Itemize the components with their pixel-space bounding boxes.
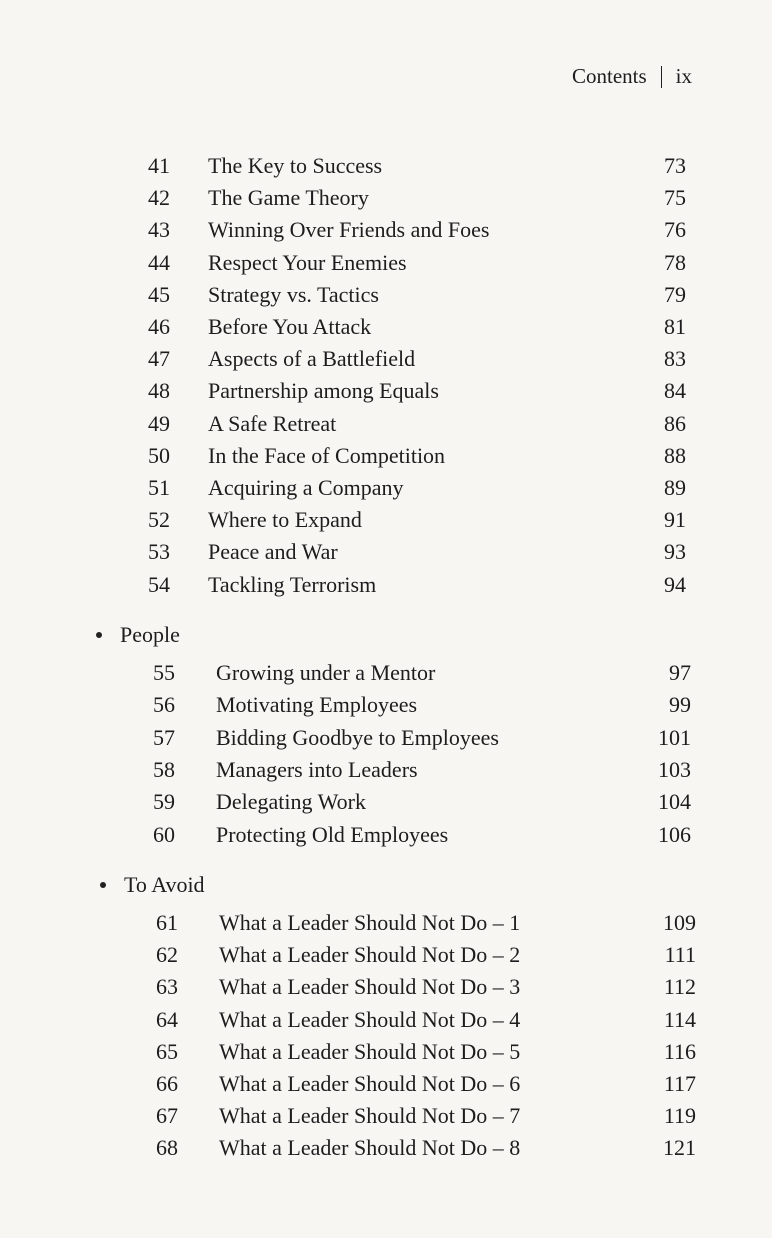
chapter-number: 49 <box>148 411 170 436</box>
chapter-title: What a Leader Should Not Do – 3 <box>219 974 521 999</box>
toc-entry[interactable] <box>0 311 772 343</box>
chapter-number: 57 <box>153 725 175 750</box>
chapter-page-number: 93 <box>664 539 686 564</box>
chapter-page-number: 104 <box>658 789 691 814</box>
chapter-title: Delegating Work <box>216 789 366 814</box>
toc-entry[interactable] <box>0 1100 772 1132</box>
chapter-page-number: 91 <box>664 507 686 532</box>
chapter-title: What a Leader Should Not Do – 1 <box>219 910 521 935</box>
chapter-title: Bidding Goodbye to Employees <box>216 725 499 750</box>
toc-entry[interactable] <box>0 689 772 721</box>
chapter-page-number: 109 <box>663 910 696 935</box>
chapter-title: Where to Expand <box>208 507 362 532</box>
chapter-number: 50 <box>148 443 170 468</box>
toc-entry[interactable] <box>0 1004 772 1036</box>
chapter-number: 58 <box>153 757 175 782</box>
chapter-title: Managers into Leaders <box>216 757 418 782</box>
chapter-page-number: 94 <box>664 572 686 597</box>
chapter-number: 68 <box>156 1135 178 1160</box>
toc-entry[interactable] <box>0 1068 772 1100</box>
chapter-number: 64 <box>156 1007 178 1032</box>
chapter-number: 66 <box>156 1071 178 1096</box>
toc-entry[interactable] <box>0 907 772 939</box>
chapter-number: 63 <box>156 974 178 999</box>
header-section: Contents <box>571 64 647 88</box>
toc-entry[interactable] <box>0 569 772 601</box>
chapter-number: 48 <box>148 378 170 403</box>
chapter-title: What a Leader Should Not Do – 4 <box>219 1007 521 1032</box>
toc-section-heading <box>96 619 180 651</box>
toc-section-heading <box>100 869 205 901</box>
toc-entry[interactable] <box>0 971 772 1003</box>
chapter-number: 44 <box>148 250 170 275</box>
chapter-title: What a Leader Should Not Do – 8 <box>219 1135 521 1160</box>
header-divider <box>661 66 662 88</box>
chapter-title: What a Leader Should Not Do – 5 <box>219 1039 521 1064</box>
toc-entry[interactable] <box>0 754 772 786</box>
chapter-page-number: 84 <box>664 378 686 403</box>
chapter-title: Respect Your Enemies <box>208 250 407 275</box>
chapter-title: Growing under a Mentor <box>216 660 436 685</box>
toc-entry[interactable] <box>0 182 772 214</box>
chapter-number: 60 <box>153 822 175 847</box>
chapter-title: Protecting Old Employees <box>216 822 449 847</box>
chapter-title: A Safe Retreat <box>208 411 337 436</box>
chapter-title: Partnership among Equals <box>208 378 439 403</box>
chapter-number: 56 <box>153 692 175 717</box>
toc-entry[interactable] <box>0 657 772 689</box>
chapter-number: 53 <box>148 539 170 564</box>
chapter-title: Strategy vs. Tactics <box>208 282 379 307</box>
chapter-page-number: 114 <box>663 1007 696 1032</box>
chapter-number: 54 <box>148 572 170 597</box>
toc-entry[interactable] <box>0 214 772 246</box>
chapter-number: 42 <box>148 185 170 210</box>
toc-entry[interactable] <box>0 722 772 754</box>
toc-entry[interactable] <box>0 247 772 279</box>
running-header <box>572 64 692 89</box>
chapter-page-number: 83 <box>664 346 686 371</box>
bullet-icon <box>96 632 102 638</box>
chapter-page-number: 117 <box>663 1071 696 1096</box>
chapter-number: 47 <box>148 346 170 371</box>
toc-entry[interactable] <box>0 786 772 818</box>
chapter-page-number: 99 <box>669 692 691 717</box>
chapter-title: Before You Attack <box>208 314 372 339</box>
chapter-page-number: 101 <box>658 725 691 750</box>
chapter-title: Tackling Terrorism <box>208 572 377 597</box>
chapter-number: 51 <box>148 475 170 500</box>
chapter-page-number: 76 <box>664 217 686 242</box>
toc-entry[interactable] <box>0 440 772 472</box>
section-title: To Avoid <box>124 872 205 897</box>
toc-entry[interactable] <box>0 1132 772 1164</box>
chapter-page-number: 121 <box>663 1135 696 1160</box>
chapter-title: What a Leader Should Not Do – 6 <box>219 1071 521 1096</box>
chapter-page-number: 89 <box>664 475 686 500</box>
chapter-page-number: 88 <box>664 443 686 468</box>
chapter-page-number: 112 <box>663 974 696 999</box>
chapter-title: Acquiring a Company <box>208 475 404 500</box>
chapter-number: 43 <box>148 217 170 242</box>
chapter-title: Motivating Employees <box>216 692 418 717</box>
chapter-title: What a Leader Should Not Do – 2 <box>219 942 521 967</box>
toc-entry[interactable] <box>0 472 772 504</box>
chapter-number: 62 <box>156 942 178 967</box>
chapter-title: Winning Over Friends and Foes <box>208 217 490 242</box>
chapter-number: 67 <box>156 1103 178 1128</box>
chapter-title: Aspects of a Battlefield <box>208 346 416 371</box>
chapter-page-number: 103 <box>658 757 691 782</box>
toc-entry[interactable] <box>0 504 772 536</box>
chapter-title: The Game Theory <box>208 185 369 210</box>
toc-entry[interactable] <box>0 819 772 851</box>
chapter-page-number: 75 <box>664 185 686 210</box>
chapter-page-number: 78 <box>664 250 686 275</box>
chapter-page-number: 111 <box>664 942 696 967</box>
chapter-number: 46 <box>148 314 170 339</box>
chapter-page-number: 79 <box>664 282 686 307</box>
chapter-page-number: 81 <box>664 314 686 339</box>
chapter-page-number: 119 <box>663 1103 696 1128</box>
chapter-title: In the Face of Competition <box>208 443 446 468</box>
toc-entry[interactable] <box>0 375 772 407</box>
chapter-number: 52 <box>148 507 170 532</box>
chapter-page-number: 86 <box>664 411 686 436</box>
toc-entry[interactable] <box>0 279 772 311</box>
toc-entry[interactable] <box>0 1036 772 1068</box>
toc-entry[interactable] <box>0 150 772 182</box>
chapter-number: 41 <box>148 153 170 178</box>
chapter-number: 61 <box>156 910 178 935</box>
toc-entry[interactable] <box>0 939 772 971</box>
section-title: People <box>120 622 180 647</box>
chapter-page-number: 116 <box>663 1039 696 1064</box>
chapter-title: The Key to Success <box>208 153 383 178</box>
chapter-number: 59 <box>153 789 175 814</box>
toc-entry[interactable] <box>0 408 772 440</box>
chapter-title: Peace and War <box>208 539 338 564</box>
chapter-page-number: 106 <box>658 822 691 847</box>
bullet-icon <box>100 882 106 888</box>
chapter-page-number: 97 <box>669 660 691 685</box>
toc-entry[interactable] <box>0 536 772 568</box>
chapter-title: What a Leader Should Not Do – 7 <box>219 1103 521 1128</box>
chapter-number: 55 <box>153 660 175 685</box>
header-page-number: ix <box>675 64 692 88</box>
chapter-number: 65 <box>156 1039 178 1064</box>
chapter-number: 45 <box>148 282 170 307</box>
chapter-page-number: 73 <box>664 153 686 178</box>
toc-entry[interactable] <box>0 343 772 375</box>
